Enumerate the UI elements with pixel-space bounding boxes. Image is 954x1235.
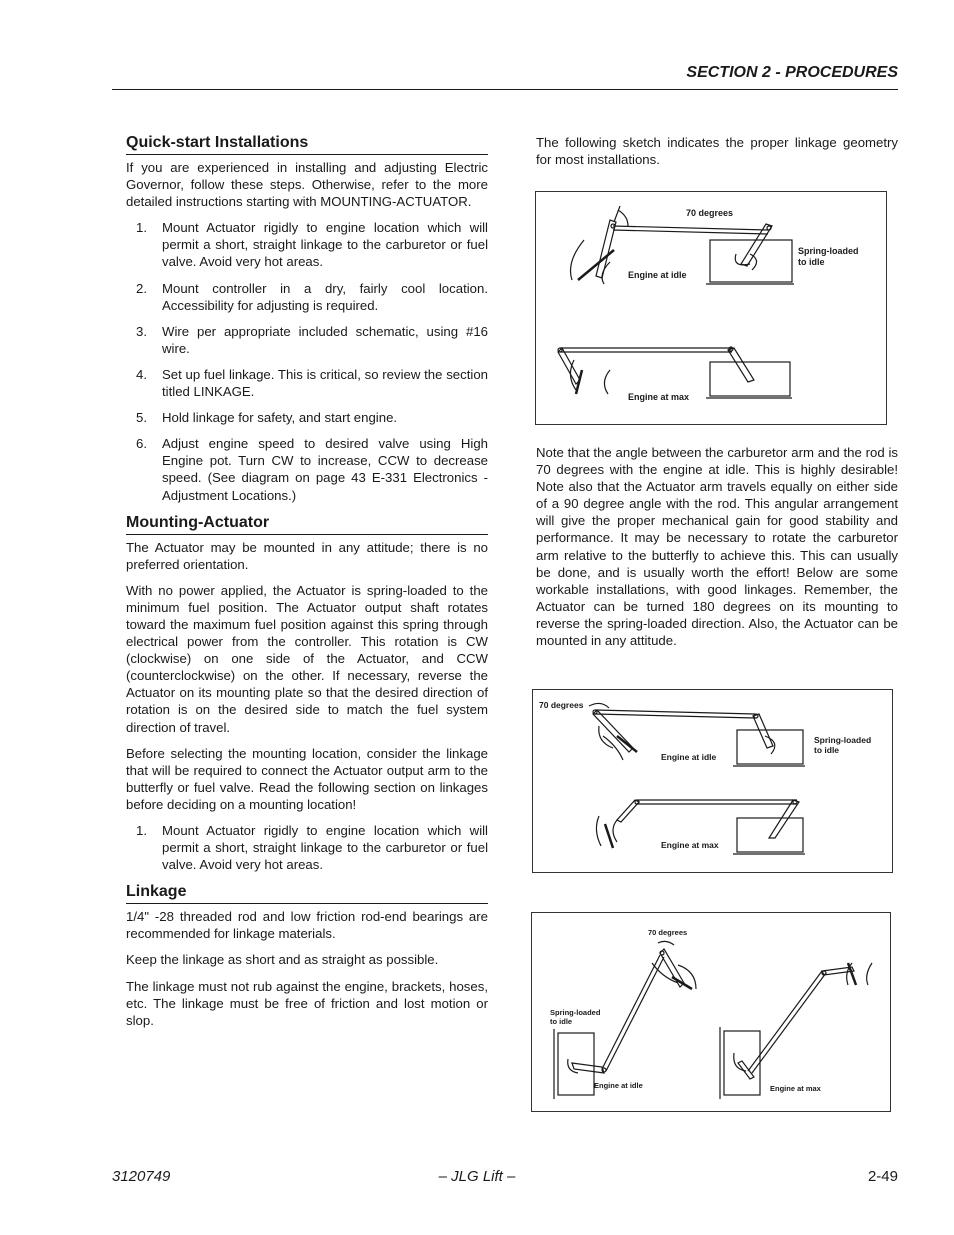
linkage-diagram-2: [532, 689, 893, 873]
header-rule: [112, 89, 898, 90]
step-number: 3.: [136, 323, 147, 339]
engine-max-label: Engine at max: [770, 1084, 821, 1093]
linkage-diagram-3: [531, 912, 891, 1112]
step-text: Mount controller in a dry, fairly cool location. Accessibility for adjusting is required.: [162, 280, 488, 313]
linkage-geometry-intro: The following sketch indicates the proper linkage geometry for most installations.: [536, 135, 898, 168]
engine-max-label: Engine at max: [661, 840, 719, 850]
quick-start-intro: If you are experienced in installing and adjusting Electric Governor, follow these steps. Otherwise, refer to the more detailed instructions starting with MOUNTING-ACTUATOR.: [126, 160, 488, 210]
footer-brand: – JLG Lift –: [438, 1168, 516, 1185]
linkage-diagram-3-drawing: [532, 913, 890, 1111]
mounting-paragraph-3: Before selecting the mounting location, consider the linkage that will be required to connect the Actuator output arm to the butterfly or fuel valve. Read the following section on linkages before deciding on a mounting location!: [126, 745, 488, 812]
list-item: [126, 280, 488, 314]
list-item: [126, 822, 488, 873]
list-item: [126, 323, 488, 357]
right-column-note: [536, 444, 898, 658]
angle-label: 70 degrees: [539, 700, 584, 710]
step-text: Hold linkage for safety, and start engine.: [162, 410, 398, 426]
engine-max-label: Engine at max: [628, 392, 690, 402]
step-text: Wire per appropriate included schematic, using #16 wire.: [162, 323, 488, 356]
engine-idle-label: Engine at idle: [628, 270, 687, 280]
linkage-diagram-1: [535, 191, 887, 425]
section-title: SECTION 2 - PROCEDURES: [686, 64, 898, 81]
right-column: [536, 134, 898, 177]
spring-loaded-label-2: to idle: [550, 1017, 573, 1026]
step-number: 1.: [136, 220, 147, 236]
step-number: 4.: [136, 366, 147, 382]
mounting-paragraph-1: The Actuator may be mounted in any attitude; there is no preferred orientation.: [126, 539, 488, 572]
step-number: 5.: [136, 410, 147, 426]
spring-loaded-label: Spring-loaded: [550, 1008, 601, 1017]
left-column: [126, 134, 488, 1038]
spring-loaded-label-2: to idle: [798, 257, 825, 267]
list-item: [126, 219, 488, 270]
linkage-note-paragraph: Note that the angle between the carburetor arm and the rod is 70 degrees with the engine at idle. This is highly desirable! Note also that the Actuator arm travels equally on either side of a 90 degree angle with the rod. This angular arrangement will give the proper mechanical gain for good stability and performance. It may be necessary to rotate the carburetor arm relative to the butterfly to achieve this. This can usually be done, and is usually worth the effort! Below are some workable installations, with good linkages. Remember, the Actuator can be turned 180 degrees on its mounting to reverse the spring-loaded direction. Also, the Actuator can be mounted in any attitude.: [536, 445, 898, 649]
step-text: Mount Actuator rigidly to engine location which will permit a short, straight linkage to the carburetor or fuel valve. Avoid very hot areas.: [162, 220, 488, 270]
linkage-paragraph-2: Keep the linkage as short and as straight as possible.: [126, 952, 439, 968]
step-text: Mount Actuator rigidly to engine location which will permit a short, straight linkage to the carburetor or fuel valve. Avoid very hot areas.: [162, 823, 488, 873]
list-item: [126, 366, 488, 400]
heading-mounting-actuator: Mounting-Actuator: [126, 514, 488, 535]
quick-start-steps: [126, 219, 488, 503]
step-text: Adjust engine speed to desired valve using High Engine pot. Turn CW to increase, CCW to decrease speed. (See diagram on page 43 E-331 Electronics - Adjustment Locations.): [162, 436, 488, 503]
list-item: [126, 435, 488, 503]
spring-loaded-label-2: to idle: [814, 745, 840, 755]
angle-label: 70 degrees: [686, 208, 734, 218]
spring-loaded-label: Spring-loaded: [798, 246, 859, 256]
list-item: [126, 409, 488, 426]
mounting-steps: [126, 822, 488, 873]
mounting-paragraph-2: With no power applied, the Actuator is spring-loaded to the minimum fuel position. The Actuator output shaft rotates toward the maximum fuel position against this spring through electrical power from the controller. This rotation is CW (clockwise) on one side of the Actuator, and CCW (counterclockwise) on the other. If necessary, reverse the Actuator on its mounting plate so that the desired direction of rotation is on the desired side to match the fuel system direction of travel.: [126, 582, 488, 735]
heading-linkage: Linkage: [126, 883, 488, 904]
spring-loaded-label: Spring-loaded: [814, 735, 872, 745]
step-number: 2.: [136, 280, 147, 296]
linkage-diagram-1-drawing: [536, 192, 886, 424]
engine-idle-label: Engine at idle: [594, 1081, 643, 1090]
linkage-diagram-2-drawing: [533, 690, 892, 872]
angle-label: 70 degrees: [648, 928, 688, 937]
step-text: Set up fuel linkage. This is critical, so review the section titled LINKAGE.: [162, 366, 488, 400]
engine-idle-label: Engine at idle: [661, 752, 717, 762]
page-number: 2-49: [867, 1168, 898, 1185]
linkage-paragraph-3: The linkage must not rub against the engine, brackets, hoses, etc. The linkage must be free of friction and lost motion or slop.: [126, 978, 488, 1028]
heading-quick-start: Quick-start Installations: [126, 134, 488, 155]
document-number: 3120749: [112, 1168, 171, 1185]
step-number: 1.: [136, 823, 147, 838]
linkage-paragraph-1: 1/4" -28 threaded rod and low friction rod-end bearings are recommended for linkage materials.: [126, 909, 488, 942]
step-number: 6.: [136, 436, 147, 452]
